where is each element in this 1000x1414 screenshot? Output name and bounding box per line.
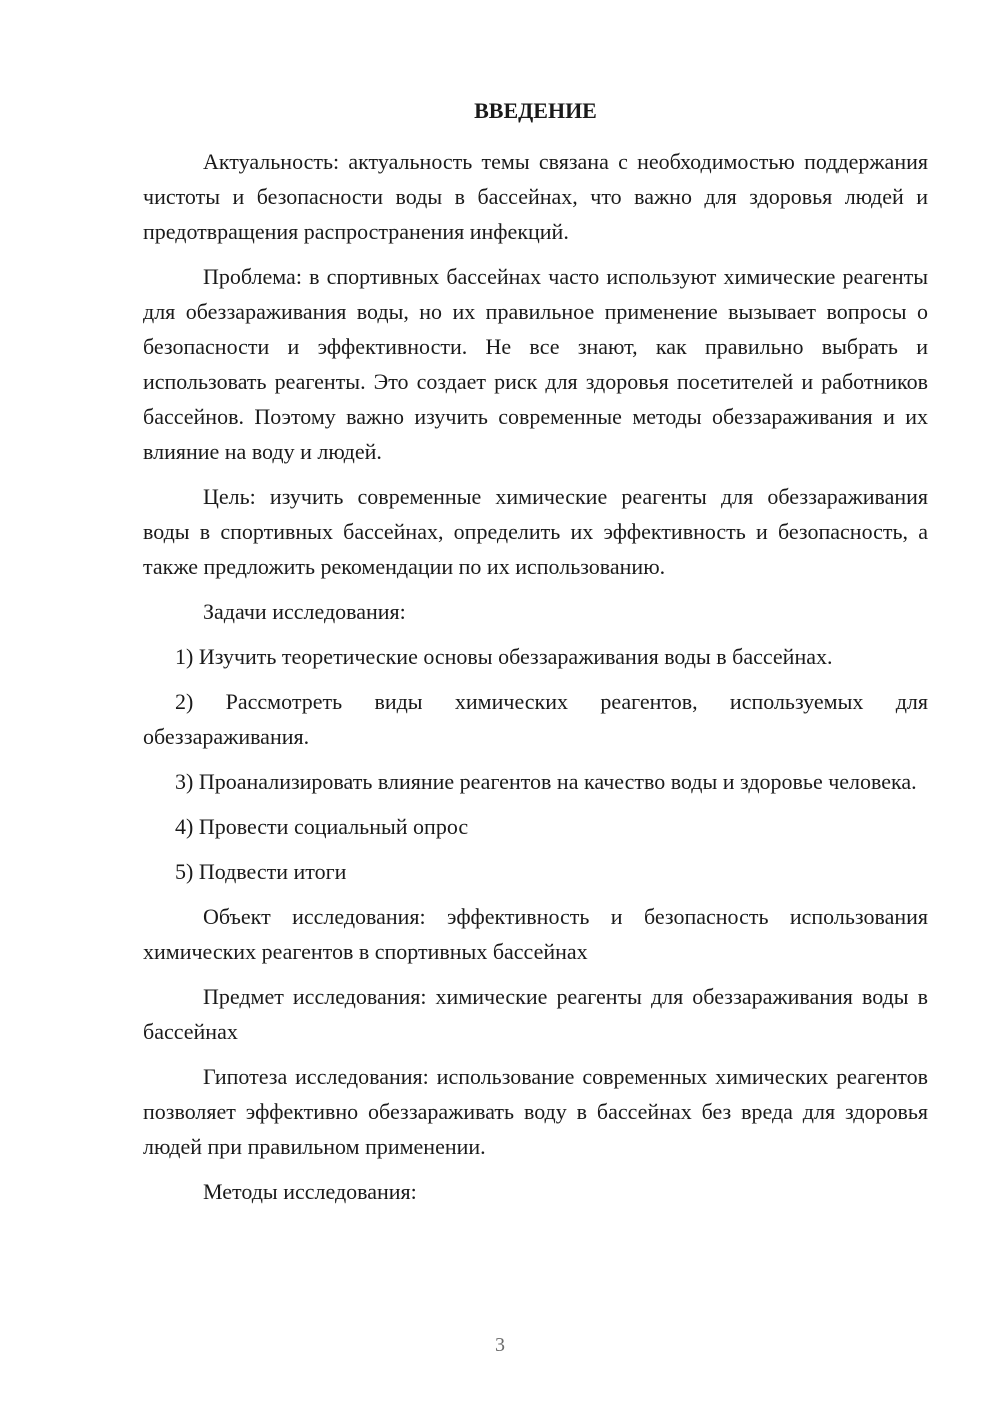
section-title: ВВЕДЕНИЕ [474,98,597,123]
goal-paragraph: Цель: изучить современные химические реагенты для обеззараживания воды в спортивных бассейнах, определить их эффективность и безопасность, а также предложить рекомендации по их использованию. [143,484,928,579]
task-item: 2) Рассмотреть виды химических реагентов, используемых для обеззараживания. [143,689,928,749]
task-item: 3) Проанализировать влияние реагентов на качество воды и здоровье человека. [175,769,917,794]
task-item: 1) Изучить теоретические основы обеззараживания воды в бассейнах. [175,644,833,669]
object-paragraph: Объект исследования: эффективность и безопасность использования химических реагентов в спортивных бассейнах [143,904,928,964]
task-item: 4) Провести социальный опрос [175,814,469,839]
hypothesis-paragraph: Гипотеза исследования: использование современных химических реагентов позволяет эффективно обеззараживать воду в бассейнах без вреда для здоровья людей при правильном применении. [143,1064,928,1159]
relevance-paragraph: Актуальность: актуальность темы связана с необходимостью поддержания чистоты и безопасности воды в бассейнах, что важно для здоровья людей и предотвращения распространения инфекций. [143,149,928,244]
problem-paragraph: Проблема: в спортивных бассейнах часто используют химические реагенты для обеззараживания воды, но их правильное применение вызывает вопросы о безопасности и эффективности. Не все знают, как правильно выбрать и использовать реагенты. Это создает риск для здоровья посетителей и работников бассейнов. Поэтому важно изучить современные методы обеззараживания и их влияние на воду и людей. [143,264,928,464]
tasks-heading: Задачи исследования: [203,599,406,624]
task-item: 5) Подвести итоги [175,859,347,884]
document-page [143,96,928,1219]
methods-heading: Методы исследования: [203,1179,417,1204]
subject-paragraph: Предмет исследования: химические реагенты для обеззараживания воды в бассейнах [143,984,928,1044]
page-number: 3 [495,1334,505,1356]
